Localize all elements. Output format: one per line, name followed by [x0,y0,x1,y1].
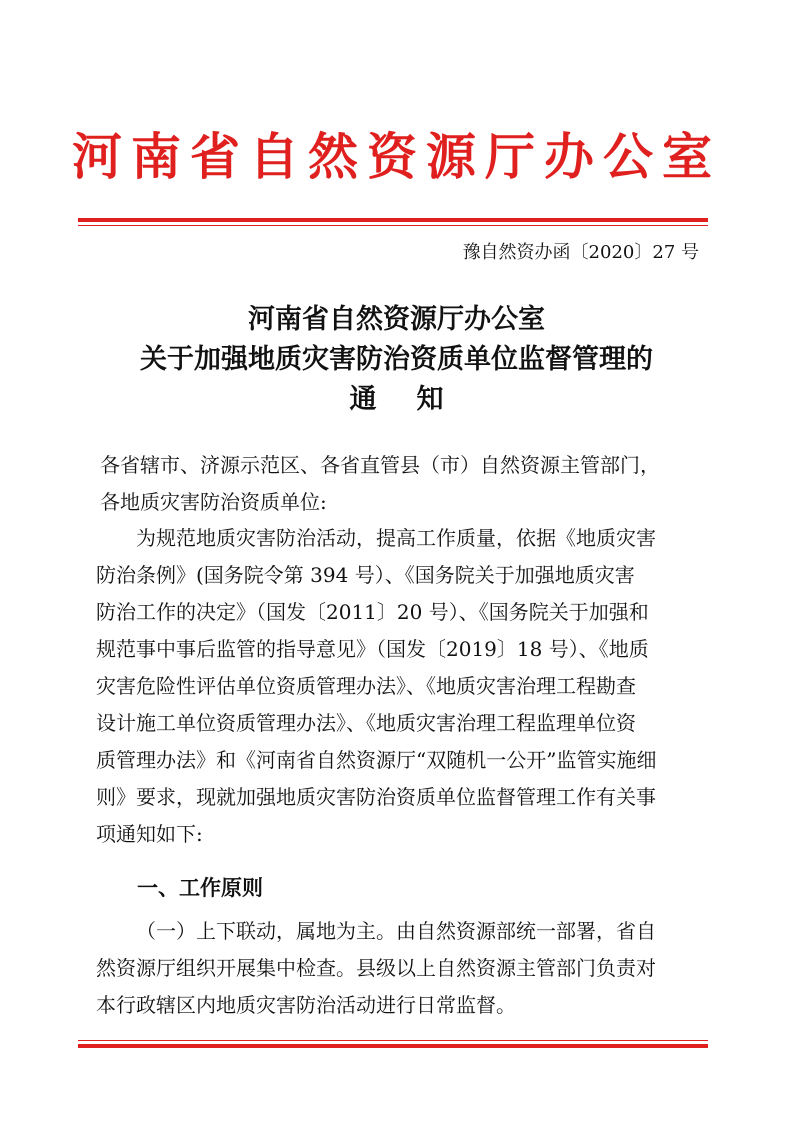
red-rule-thin-bottom [78,1040,708,1041]
red-rule-thick-top [78,218,708,222]
intro-line: 项通知如下: [96,822,203,846]
section1-line: （一）上下联动，属地为主。由自然资源部统一部署，省自 [136,919,656,943]
section1-paragraph [96,913,696,1024]
red-rule-thin-top [78,225,708,226]
intro-line: 防治工作的决定》（国发〔2011〕20 号）、《国务院关于加强和 [96,600,649,624]
intro-line: 设计施工单位资质管理办法》、《地质灾害治理工程监理单位资 [96,711,636,735]
addressee-line-1: 各省辖市、济源示范区、各省直管县（市）自然资源主管部门， [100,453,660,477]
letterhead-title: 河南省自然资源厅办公室 [72,127,721,186]
title-line-3: 通知 [349,384,484,415]
intro-paragraph [96,520,696,853]
section1-line: 本行政辖区内地质灾害防治活动进行日常监督。 [96,993,516,1017]
title-line-2: 关于加强地质灾害防治资质单位监督管理的 [140,344,653,375]
intro-line: 质管理办法》和《河南省自然资源厅“双随机一公开”监管实施细 [96,748,657,772]
addressee-line-2: 各地质灾害防治资质单位: [100,490,327,514]
intro-line: 防治条例》(国务院令第 394 号）、《国务院关于加强地质灾害 [96,563,635,587]
title-line-1: 河南省自然资源厅办公室 [248,304,545,335]
intro-line: 规范事中事后监管的指导意见》（国发〔2019〕18 号）、《地质 [96,637,649,661]
intro-line: 为规范地质灾害防治活动，提高工作质量，依据《地质灾害 [136,526,656,550]
document-number: 豫自然资办函〔2020〕27 号 [462,242,699,263]
red-rule-thick-bottom [78,1044,708,1048]
section1-line: 然资源厅组织开展集中检查。县级以上自然资源主管部门负责对 [96,956,656,980]
intro-line: 则》要求，现就加强地质灾害防治资质单位监督管理工作有关事 [96,785,656,809]
section-heading: 一、工作原则 [137,876,263,900]
intro-line: 灾害危险性评估单位资质管理办法》、《地质灾害治理工程勘查 [96,674,636,698]
